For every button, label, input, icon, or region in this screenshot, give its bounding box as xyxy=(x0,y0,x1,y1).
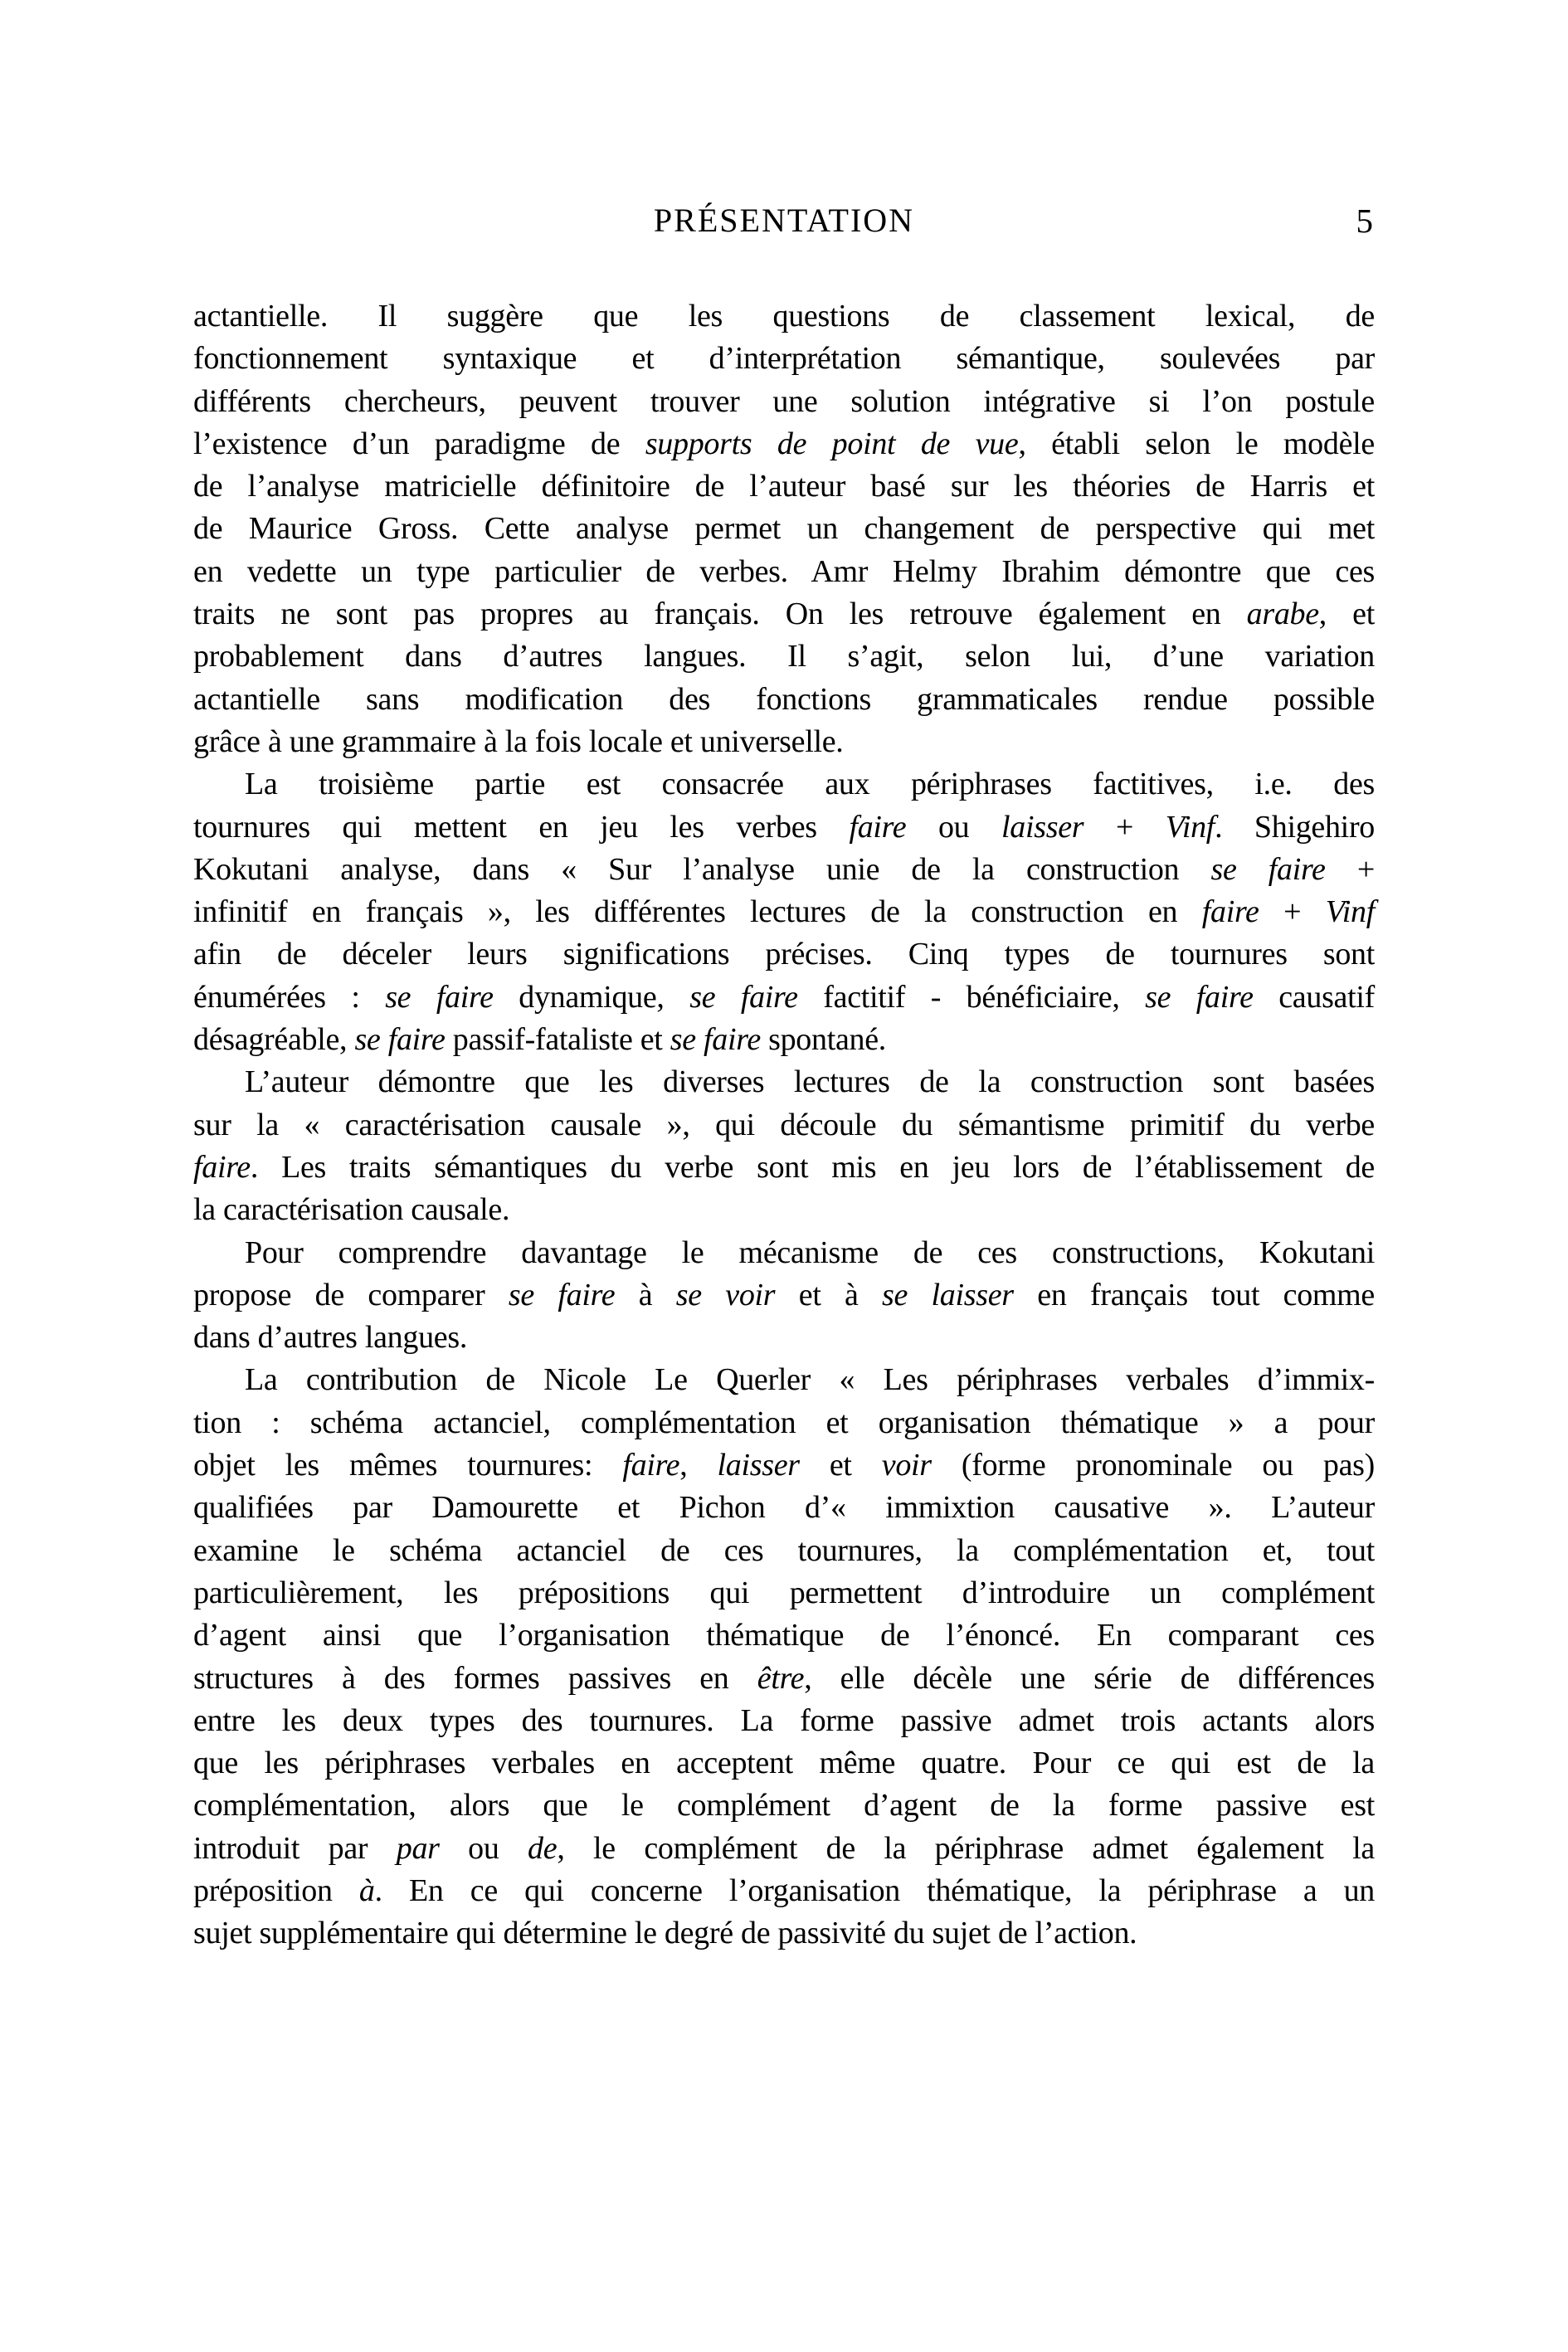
text-line xyxy=(193,1785,1375,1827)
text-run: traits ne sont pas propres au français. On les retrouve également en xyxy=(193,597,1247,632)
text-run: de l’analyse matricielle définitoire de l’auteur basé sur les théories de Harris et xyxy=(193,469,1375,504)
text-run: causatif xyxy=(1253,979,1375,1015)
italic-text-run: faire xyxy=(849,809,907,845)
text-run: dans d’autres langues. xyxy=(193,1320,468,1356)
text-line xyxy=(193,338,1375,380)
text-line xyxy=(193,1359,1375,1401)
text-line xyxy=(193,465,1375,508)
text-run: spontané. xyxy=(760,1022,886,1058)
text-run: l’existence d’un paradigme de xyxy=(193,426,645,461)
text-run: afin de déceler leurs significations précises. Cinq types de tournures sont xyxy=(193,937,1375,972)
text-line xyxy=(193,635,1375,678)
text-run: et xyxy=(799,1448,882,1483)
italic-text-run: à xyxy=(358,1872,375,1908)
text-line xyxy=(193,891,1375,933)
text-line xyxy=(193,763,1375,806)
text-line xyxy=(193,381,1375,423)
text-line xyxy=(193,1742,1375,1785)
italic-text-run: se faire xyxy=(1210,851,1326,887)
italic-text-run: se laisser xyxy=(882,1277,1014,1312)
text-line xyxy=(193,1189,1375,1231)
text-run: examine le schéma actanciel de ces tournures, la complémentation et, tout xyxy=(193,1532,1375,1568)
text-run: propose de comparer xyxy=(193,1277,509,1312)
text-line xyxy=(193,1147,1375,1189)
text-run: sur la « caractérisation causale », qui découle du sémantisme primitif du verbe xyxy=(193,1107,1375,1142)
text-run: tion : schéma actanciel, complémentation et organisation thématique » a pour xyxy=(193,1405,1375,1440)
text-line xyxy=(193,679,1375,721)
text-line xyxy=(193,508,1375,550)
text-run: désagréable, xyxy=(193,1022,355,1058)
text-line xyxy=(193,1530,1375,1572)
text-run: infinitif en français », les différentes lectures de la construction en xyxy=(193,894,1202,930)
text-line xyxy=(193,1104,1375,1147)
text-run: que les périphrases verbales en acceptent même quatre. Pour ce qui est de la xyxy=(193,1746,1375,1781)
text-line xyxy=(193,1232,1375,1274)
text-run: Pour comprendre davantage le mécanisme de ces constructions, Kokutani xyxy=(245,1234,1375,1270)
text-run: tournures qui mettent en jeu les verbes xyxy=(193,809,850,845)
text-line xyxy=(193,806,1375,849)
text-run: (forme pronominale ou pas) xyxy=(931,1448,1375,1483)
text-run: la caractérisation causale. xyxy=(193,1192,510,1228)
text-run: actantielle sans modification des fonctions grammaticales rendue possible xyxy=(193,681,1375,717)
italic-text-run: être xyxy=(757,1660,805,1696)
text-run: , établi selon le modèle xyxy=(1018,426,1375,461)
paragraph xyxy=(193,763,1375,1061)
italic-text-run: de xyxy=(528,1830,558,1866)
text-run: introduit par xyxy=(193,1830,397,1866)
text-line xyxy=(193,1614,1375,1657)
italic-text-run: se faire xyxy=(1145,979,1254,1015)
text-line xyxy=(193,1912,1375,1955)
text-run: dynamique, xyxy=(493,979,690,1015)
paragraph xyxy=(193,295,1375,763)
italic-text-run: Vinf xyxy=(1325,894,1375,930)
paragraph xyxy=(193,1232,1375,1360)
text-run: énumérées : xyxy=(193,979,386,1015)
text-line xyxy=(193,1700,1375,1742)
running-header xyxy=(193,199,1375,242)
text-run: fonctionnement syntaxique et d’interprétation sémantique, soulevées par xyxy=(193,341,1375,377)
text-line xyxy=(193,1487,1375,1529)
text-run: structures à des formes passives en xyxy=(193,1660,757,1696)
text-run: en français tout comme xyxy=(1013,1277,1376,1312)
italic-text-run: se faire xyxy=(689,979,798,1015)
italic-text-run: se faire xyxy=(670,1022,761,1058)
text-line xyxy=(193,551,1375,593)
text-line xyxy=(193,1402,1375,1444)
text-run: , et xyxy=(1318,597,1375,632)
text-run: en vedette un type particulier de verbes. Amr Helmy Ibrahim démontre que ces xyxy=(193,553,1375,589)
italic-text-run: se faire xyxy=(385,979,494,1015)
page-title: PRÉSENTATION xyxy=(653,202,915,239)
italic-text-run: arabe xyxy=(1246,597,1319,632)
text-line xyxy=(193,295,1375,338)
text-run: . Shigehiro xyxy=(1215,809,1375,845)
text-run: La contribution de Nicole Le Querler « Les périphrases verbales d’immix- xyxy=(245,1362,1375,1398)
text-run: . En ce qui concerne l’organisation thématique, la périphrase a un xyxy=(374,1872,1375,1908)
text-run: et à xyxy=(775,1277,883,1312)
italic-text-run: se voir xyxy=(675,1277,776,1312)
italic-text-run: laisser xyxy=(1001,809,1084,845)
text-run: qualifiées par Damourette et Pichon d’« immixtion causative ». L’auteur xyxy=(193,1490,1375,1526)
text-run: L’auteur démontre que les diverses lectures de la construction sont basées xyxy=(245,1064,1375,1100)
text-run: de Maurice Gross. Cette analyse permet un changement de perspective qui met xyxy=(193,511,1375,547)
text-run: , elle décèle une série de différences xyxy=(804,1660,1375,1696)
text-line xyxy=(193,1317,1375,1359)
text-run: préposition xyxy=(193,1872,359,1908)
text-run: passif-fataliste et xyxy=(445,1022,670,1058)
text-line xyxy=(193,423,1375,465)
text-run: + xyxy=(1259,894,1326,930)
page-number: 5 xyxy=(1356,202,1373,240)
text-run: grâce à une grammaire à la fois locale et universelle. xyxy=(193,723,844,759)
text-run: sujet supplémentaire qui détermine le degré de passivité du sujet de l’action. xyxy=(193,1916,1137,1951)
text-run: probablement dans d’autres langues. Il s’agit, selon lui, d’une variation xyxy=(193,639,1375,674)
text-run: complémentation, alors que le complément d’agent de la forme passive est xyxy=(193,1788,1375,1824)
italic-text-run: se faire xyxy=(508,1277,616,1312)
text-run: particulièrement, les prépositions qui permettent d’introduire un complément xyxy=(193,1575,1375,1610)
text-run: entre les deux types des tournures. La forme passive admet trois actants alors xyxy=(193,1702,1375,1738)
text-run: objet les mêmes tournures: xyxy=(193,1448,623,1483)
text-line xyxy=(193,849,1375,891)
text-run: d’agent ainsi que l’organisation thématique de l’énoncé. En comparant ces xyxy=(193,1618,1375,1653)
text-run: à xyxy=(615,1277,676,1312)
text-line xyxy=(193,1019,1375,1061)
text-line xyxy=(193,1444,1375,1487)
italic-text-run: voir xyxy=(881,1448,932,1483)
text-line xyxy=(193,1274,1375,1317)
italic-text-run: supports de point de vue xyxy=(645,426,1019,461)
text-run: , xyxy=(679,1448,718,1483)
text-line xyxy=(193,1061,1375,1103)
text-line xyxy=(193,933,1375,976)
text-run: ou xyxy=(439,1830,528,1866)
italic-text-run: faire xyxy=(1201,894,1259,930)
text-line xyxy=(193,1572,1375,1614)
italic-text-run: se faire xyxy=(354,1022,446,1058)
text-line xyxy=(193,1870,1375,1912)
text-run: actantielle. Il suggère que les questions de classement lexical, de xyxy=(193,299,1375,334)
italic-text-run: faire xyxy=(622,1448,680,1483)
paragraph xyxy=(193,1061,1375,1231)
italic-text-run: Vinf xyxy=(1165,809,1215,845)
italic-text-run: par xyxy=(396,1830,440,1866)
text-run: ou xyxy=(906,809,1002,845)
text-run: factitif - bénéficiaire, xyxy=(797,979,1146,1015)
text-line xyxy=(193,593,1375,635)
text-run: + xyxy=(1083,809,1166,845)
text-run: , le complément de la périphrase admet également la xyxy=(557,1830,1375,1866)
text-line xyxy=(193,1658,1375,1700)
italic-text-run: faire xyxy=(193,1149,251,1185)
text-run: Kokutani analyse, dans « Sur l’analyse unie de la construction xyxy=(193,851,1211,887)
text-run: . Les traits sémantiques du verbe sont mis en jeu lors de l’établissement de xyxy=(250,1149,1375,1185)
text-run: + xyxy=(1325,851,1375,887)
italic-text-run: laisser xyxy=(717,1448,800,1483)
text-run: La troisième partie est consacrée aux périphrases factitives, i.e. des xyxy=(245,767,1375,802)
text-line xyxy=(193,1828,1375,1870)
text-run: différents chercheurs, peuvent trouver une solution intégrative si l’on postule xyxy=(193,383,1375,419)
paragraph xyxy=(193,1359,1375,1955)
text-block xyxy=(193,295,1375,1955)
text-line xyxy=(193,976,1375,1019)
text-line xyxy=(193,721,1375,763)
